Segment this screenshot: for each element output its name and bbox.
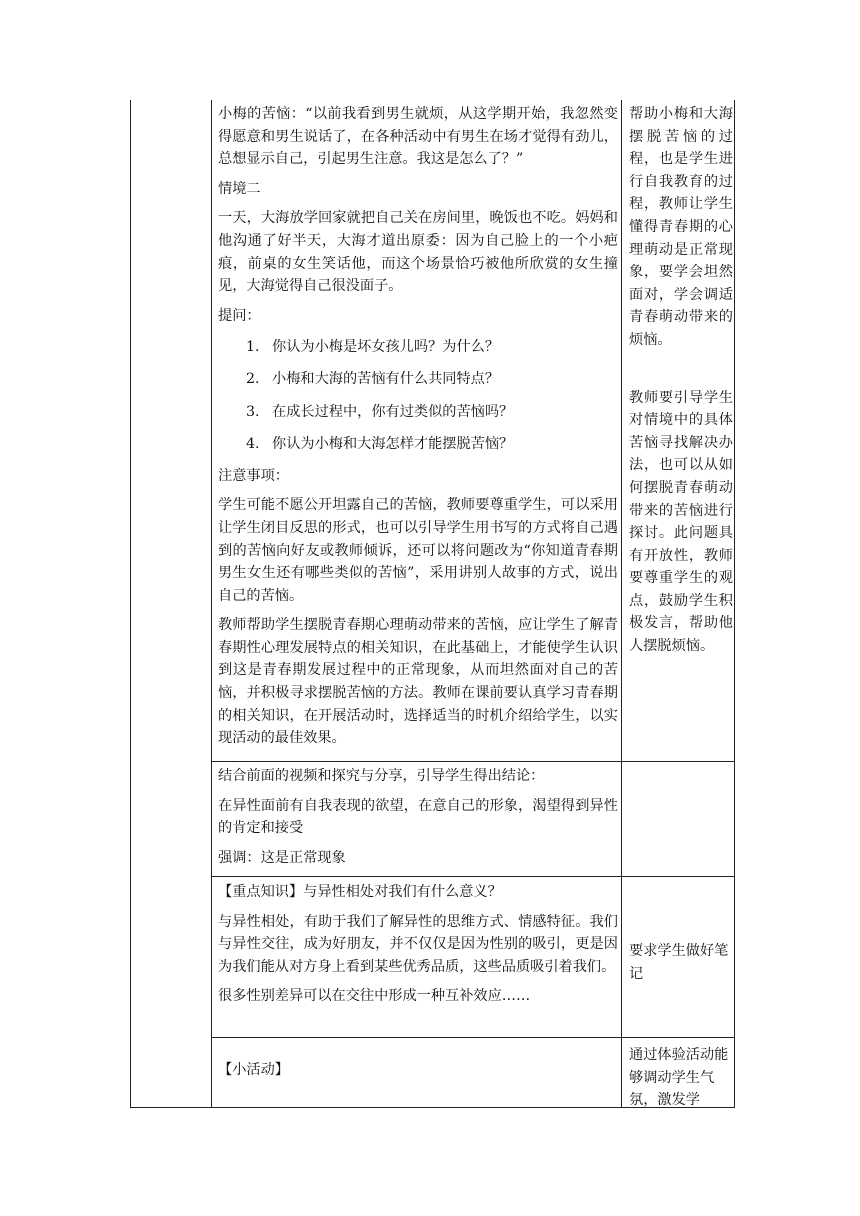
row2-content — [218, 765, 618, 876]
table-border-left — [130, 100, 131, 1108]
column-divider-2 — [621, 100, 622, 1108]
column-divider-1 — [211, 100, 212, 1108]
question-number: 3. — [246, 403, 260, 420]
question-number: 2. — [246, 371, 260, 388]
question-text: 在成长过程中，你有过类似的苦恼吗？ — [272, 403, 514, 420]
teacher-guidance-note: 教师要引导学生对情境中的具体苦恼寻找解决办法，也可以从如何摆脱青春萌动带来的苦恼进行探讨。此问题具有开放性，教师要尊重学生的观点，鼓励学生积极发言，帮助他人摆脱烦恼。 — [629, 389, 733, 655]
table-border-right — [734, 100, 735, 1108]
xiaomei-worry-paragraph: 小梅的苦恼：“以前我看到男生就烦，从这学期开始，我忽然变得愿意和男生说话了，在各种活动中有男生在场才觉得有劲儿，总想显示自己，引起男生注意。我这是怎么了？” — [218, 106, 618, 168]
row-divider-1 — [211, 761, 734, 762]
question-text: 你认为小梅是坏女孩儿吗？为什么？ — [272, 339, 500, 356]
table-border-bottom-left — [130, 1107, 211, 1108]
conclusion-intro: 结合前面的视频和探究与分享，引导学生得出结论： — [218, 768, 545, 784]
complementary-effect-text: 很多性别差异可以在交往中形成一种互补效应…… — [218, 988, 531, 1005]
key-knowledge-paragraph: 与异性相处，有助于我们了解异性的思维方式、情感特征。我们与异性交往，成为好朋友，并不仅仅是因为性别的吸引，更是因为我们能从对方身上看到某些优秀品质，这些品质吸引着我们。 — [218, 913, 618, 975]
questions-heading: 提问： — [218, 307, 261, 324]
emphasis-text: 强调：这是正常现象 — [218, 849, 346, 866]
notes-heading: 注意事项： — [218, 467, 289, 484]
conclusion-text: 在异性面前有自我表现的欲望，在意自己的形象，渴望得到异性的肯定和接受 — [218, 797, 618, 837]
activity-purpose-note: 通过体验活动能够调动学生气氛，激发学 — [629, 1047, 729, 1109]
list-item — [218, 368, 618, 391]
dahai-scenario-paragraph: 一天，大海放学回家就把自己关在房间里，晚饭也不吃。妈妈和他沟通了好半天，大海才道出原委：因为自己脸上的一个小疤痕，前桌的女生笑话他，而这个场景恰巧被他所欣赏的女生撞见，大海觉得自己很没面子。 — [218, 210, 618, 295]
scenario-two-heading: 情境二 — [218, 180, 261, 197]
row1-notes — [629, 103, 733, 658]
notes-paragraph: 学生可能不愿公开坦露自己的苦恼，教师要尊重学生，可以采用让学生闭目反思的形式，也可以引导学生用书写的方式将自己遇到的苦恼向好友或教师倾诉，还可以将问题改为“你知道青春期男生女生还有哪些类似的苦恼”，采用讲别人故事的方式，说出自己的苦恼。 — [218, 497, 618, 604]
list-item — [218, 433, 618, 456]
list-item — [218, 401, 618, 424]
list-item — [218, 336, 618, 359]
question-number: 4. — [246, 435, 260, 452]
key-knowledge-heading: 【重点知识】与异性相处对我们有什么意义？ — [218, 884, 502, 900]
teacher-guidance-paragraph: 教师帮助学生摆脱青春期心理萌动带来的苦恼，应让学生了解青春期性心理发展特点的相关知识，在此基础上，才能使学生认识到这是青春期发展过程中的正常现象，从而坦然面对自己的苦恼，并积极寻求摆脱苦恼的方法。教师在课前要认真学习青春期的相关知识，在开展活动时，选择适当的时机介绍给学生，以实现活动的最佳效果。 — [218, 617, 618, 747]
lesson-plan-table — [130, 100, 735, 1108]
question-text: 你认为小梅和大海怎样才能摆脱苦恼？ — [272, 435, 514, 452]
row3-content — [218, 881, 618, 1015]
take-notes-note: 要求学生做好笔记 — [629, 943, 729, 982]
mini-activity-heading: 【小活动】 — [218, 1062, 289, 1078]
design-intent-note: 帮助小梅和大海摆脱苦恼的过程，也是学生进行自我教育的过程，教师让学生懂得青春期的心理萌动是正常现象，要学会坦然面对，学会调适青春萌动带来的烦恼。 — [629, 106, 733, 348]
question-number: 1. — [246, 339, 260, 356]
row1-content — [218, 103, 618, 757]
question-text: 小梅和大海的苦恼有什么共同特点？ — [272, 371, 500, 388]
row-divider-3 — [211, 1037, 734, 1038]
question-list — [218, 336, 618, 455]
